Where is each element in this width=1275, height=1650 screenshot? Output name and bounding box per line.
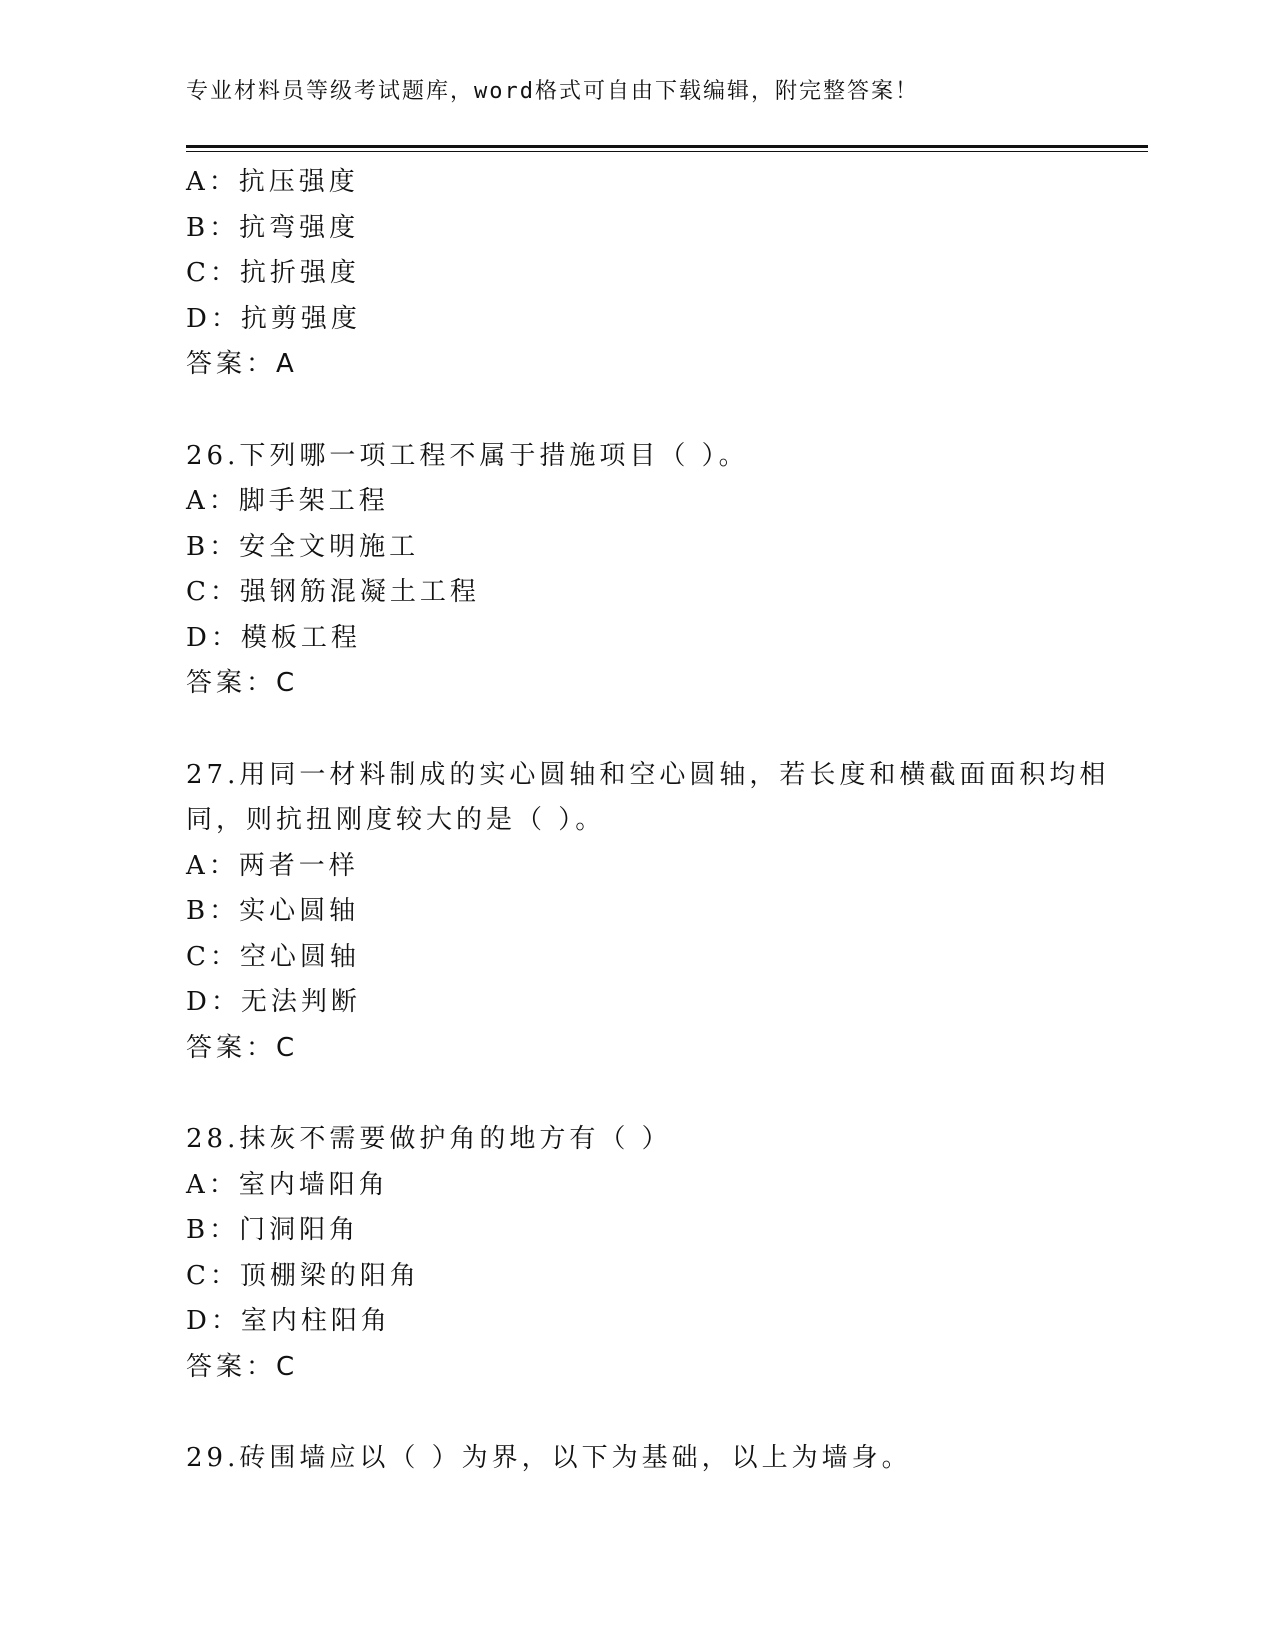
- answer: 答案：C: [186, 1351, 299, 1382]
- option-b: B：抗弯强度: [186, 212, 360, 243]
- question-text: 29.砖围墙应以（ ）为界，以下为基础，以上为墙身。: [186, 1443, 912, 1473]
- page-header: 专业材料员等级考试题库，word格式可自由下载编辑，附完整答案！: [186, 79, 919, 104]
- option-b: B：实心圆轴: [186, 896, 360, 926]
- answer: 答案：A: [186, 349, 298, 379]
- question-27: [186, 753, 1110, 1072]
- question-29: [186, 1436, 1086, 1482]
- option-c: C：抗折强度: [186, 258, 360, 288]
- question-text: 28.抹灰不需要做护角的地方有（ ）: [186, 1124, 672, 1154]
- answer: 答案：C: [186, 1032, 299, 1063]
- question-text-line-1: 27.用同一材料制成的实心圆轴和空心圆轴，若长度和横截面面积均相: [186, 759, 1110, 790]
- option-a: A：两者一样: [186, 850, 359, 881]
- option-a: A：抗压强度: [186, 167, 359, 197]
- option-a: A：脚手架工程: [186, 486, 389, 516]
- option-d: D：室内柱阳角: [186, 1306, 391, 1336]
- question-28: [186, 1117, 1086, 1390]
- option-d: D：抗剪强度: [186, 303, 361, 334]
- question-26: [186, 434, 1086, 707]
- header-rule-thick: [186, 145, 1148, 148]
- option-b: B：门洞阳角: [186, 1215, 360, 1245]
- option-c: C：顶棚梁的阳角: [186, 1260, 420, 1291]
- option-d: D：模板工程: [186, 622, 361, 653]
- question-25: [186, 160, 1086, 388]
- question-text: 26.下列哪一项工程不属于措施项目（ ）。: [186, 440, 749, 471]
- option-c: C：强钢筋混凝土工程: [186, 577, 480, 607]
- question-text-line-2: 同，则抗扭刚度较大的是（ ）。: [186, 805, 606, 835]
- question-list: [186, 160, 1110, 1482]
- option-c: C：空心圆轴: [186, 941, 360, 972]
- option-b: B：安全文明施工: [186, 531, 420, 562]
- option-d: D：无法判断: [186, 987, 361, 1017]
- header-rule-thin: [186, 151, 1148, 152]
- answer: 答案：C: [186, 668, 299, 698]
- option-a: A：室内墙阳角: [186, 1169, 389, 1200]
